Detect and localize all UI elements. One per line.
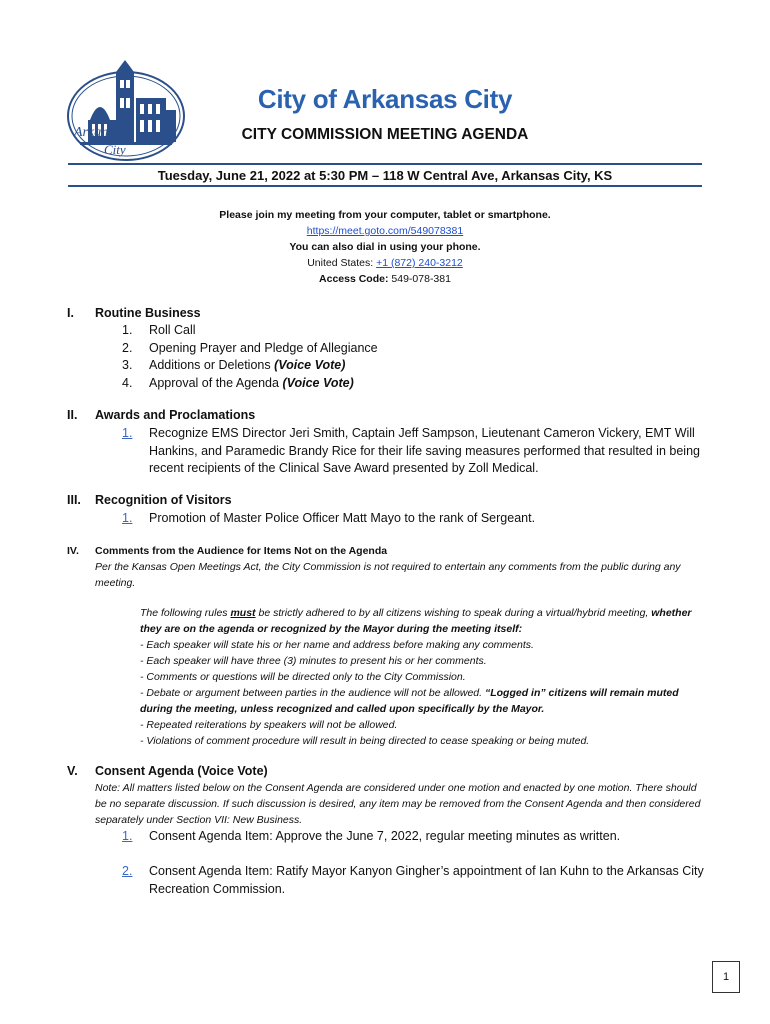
rule-3: - Comments or questions will be directed only to the City Commission. (140, 671, 466, 683)
s1-item-1-number: 1. (122, 323, 133, 337)
s1-item-3 (149, 357, 704, 375)
join-text: Please join my meeting from your computer, tablet or smartphone. (219, 209, 551, 221)
phone-number-link[interactable]: +1 (872) 240-3212 (376, 257, 463, 269)
s1-item-3-text: Additions or Deletions (149, 358, 275, 372)
city-title: City of Arkansas City (257, 84, 513, 114)
join-url-link[interactable]: https://meet.goto.com/549078381 (306, 225, 464, 237)
access-row (130, 273, 640, 285)
header-rule-top (68, 163, 702, 165)
rule-4-bold: “Logged in” citizens will remain muted during the meeting, unless recognized and called upon specifically by the Mayor. (140, 687, 679, 715)
dial-text: You can also dial in using your phone. (289, 241, 481, 253)
rules-intro-bold: whether they are on the agenda or recognized by the Mayor during the meeting itself: (140, 607, 692, 635)
section-4-title: Comments from the Audience for Items Not on the Agenda (95, 545, 388, 557)
logo-text-arkansas: Arkansas (74, 125, 127, 140)
s3-item-1-link[interactable]: 1. (122, 511, 133, 525)
section-4-note: Per the Kansas Open Meetings Act, the City Commission is not required to entertain any comments from the public during any meeting. (95, 561, 681, 589)
comment-rules (140, 605, 710, 749)
s1-item-1-text: Roll Call (149, 323, 196, 337)
phone-label: United States: (307, 257, 377, 269)
rules-intro: The following rules must be strictly adhered to by all citizens wishing to speak during a virtual/hybrid meeting, whether they are on the agenda or recognized by the Mayor during the meeting itself: (140, 607, 692, 635)
rule-1: - Each speaker will state his or her name and address before making any comments. (140, 639, 534, 651)
section-1-title: Routine Business (95, 306, 201, 320)
s2-item-1-link[interactable]: 1. (122, 426, 133, 440)
page-number: 1 (712, 961, 740, 993)
agenda-title: CITY COMMISSION MEETING AGENDA (241, 126, 529, 143)
section-1-number: I. (67, 306, 74, 320)
s1-item-2-number: 2. (122, 341, 133, 355)
section-5-title: Consent Agenda (Voice Vote) (95, 764, 268, 778)
section-5-note: Note: All matters listed below on the Consent Agenda are considered under one motion and enacted by one motion. There should be no separate discussion. If such discussion is desired, any item may be removed from the Consent Agenda and then considered separately under Section VII: New Business. (95, 782, 701, 826)
s1-item-4-vote: (Voice Vote) (282, 376, 354, 390)
s2-item-1-text: Recognize EMS Director Jeri Smith, Captain Jeff Sampson, Lieutenant Cameron Vickery, EMT Will Hankins, and Paramedic Brandy Rice for their life saving measures performed that resulted in being recent recipients of the Clinical Save Award presented by Zoll Medical. (149, 426, 700, 475)
s1-item-4 (149, 375, 704, 393)
s5-item-2-link[interactable]: 2. (122, 864, 133, 878)
rules-must: must (230, 607, 256, 619)
city-logo (64, 58, 188, 166)
section-5-number: V. (67, 764, 78, 778)
access-code: 549-078-381 (391, 273, 451, 285)
section-2-title: Awards and Proclamations (95, 408, 256, 422)
s1-item-4-number: 4. (122, 376, 133, 390)
s1-item-4-text: Approval of the Agenda (149, 376, 283, 390)
section-3-number: III. (67, 493, 81, 507)
s5-item-1-text: Consent Agenda Item: Approve the June 7, 2022, regular meeting minutes as written. (149, 829, 621, 843)
s3-item-1-text: Promotion of Master Police Officer Matt Mayo to the rank of Sergeant. (149, 511, 536, 525)
header-rule-bottom (68, 185, 702, 187)
s5-item-2-text: Consent Agenda Item: Ratify Mayor Kanyon Gingher’s appointment of Ian Kuhn to the Arkansas City Recreation Commission. (149, 864, 704, 896)
access-label: Access Code: (319, 273, 392, 285)
rule-4: - Debate or argument between parties in the audience will not be allowed. “Logged in” citizens will remain muted during the meeting, unless recognized and called upon specifically by the Mayor. (140, 687, 679, 715)
section-3-title: Recognition of Visitors (95, 493, 232, 507)
s1-item-3-vote: (Voice Vote) (274, 358, 346, 372)
join-link-row (130, 225, 640, 237)
phone-row (130, 257, 640, 269)
s5-item-1-link[interactable]: 1. (122, 829, 133, 843)
s1-item-3-number: 3. (122, 358, 133, 372)
section-4-number: IV. (67, 545, 79, 557)
meeting-date-line: Tuesday, June 21, 2022 at 5:30 PM – 118 W Central Ave, Arkansas City, KS (157, 168, 613, 183)
s1-item-2-text: Opening Prayer and Pledge of Allegiance (149, 341, 378, 355)
rule-2: - Each speaker will have three (3) minutes to present his or her comments. (140, 655, 487, 667)
section-2-number: II. (67, 408, 78, 422)
rule-5: - Repeated reiterations by speakers will not be allowed. (140, 719, 398, 731)
rule-6: - Violations of comment procedure will result in being directed to cease speaking or being muted. (140, 735, 590, 747)
logo-text-city: City (104, 142, 126, 157)
